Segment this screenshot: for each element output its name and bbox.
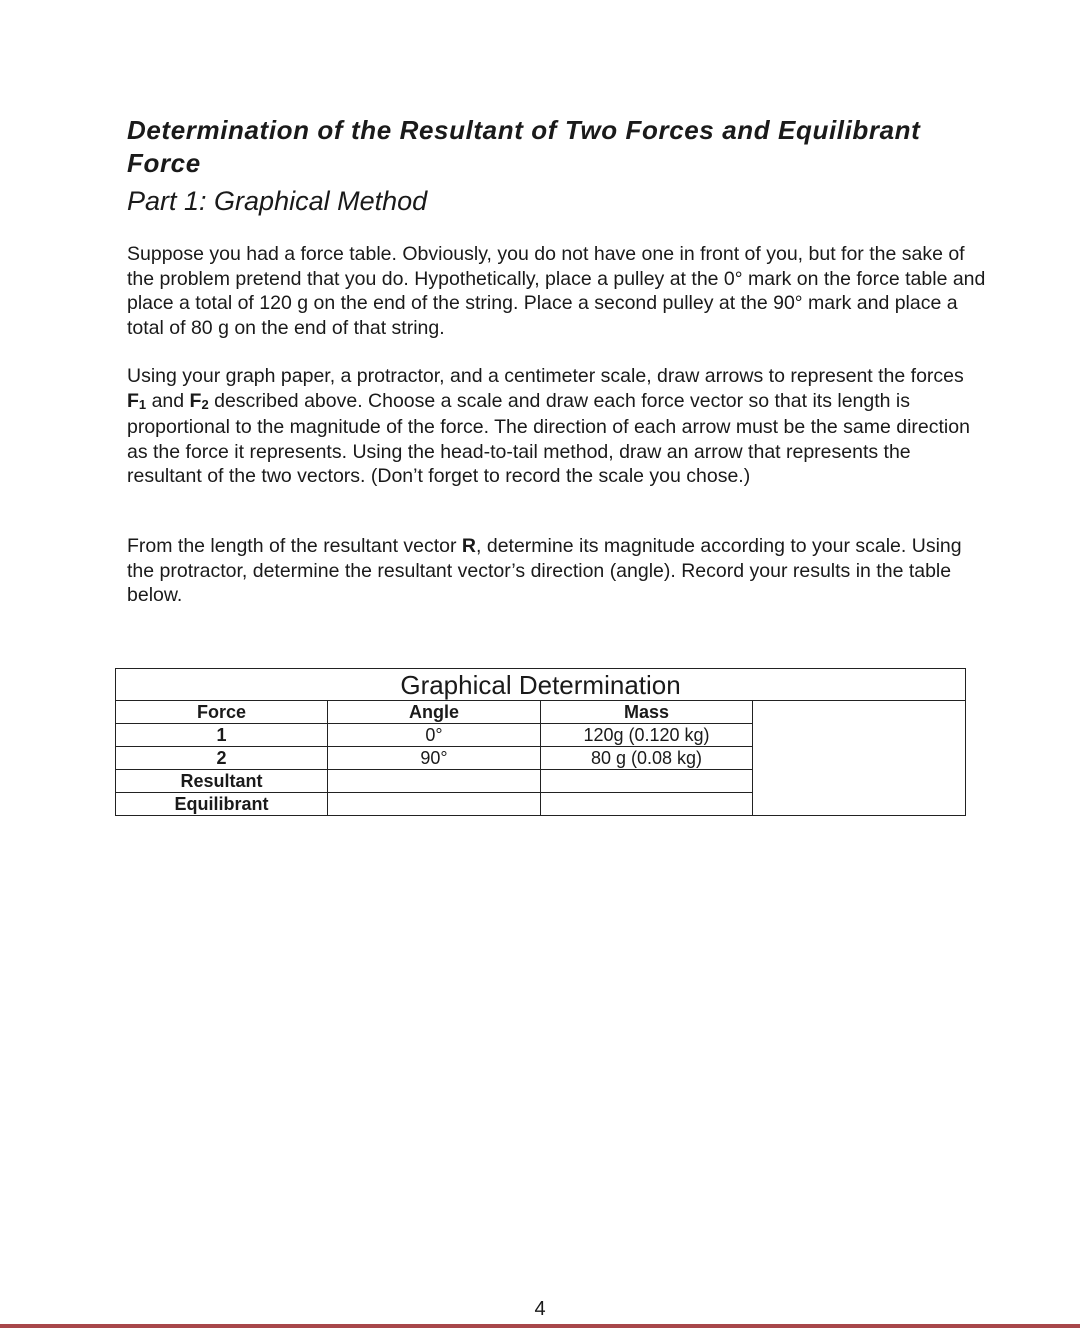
- paragraph-text: and: [146, 389, 190, 412]
- mass-cell[interactable]: [541, 793, 753, 816]
- vector-letter: F: [189, 389, 202, 412]
- paragraph-text: described above. Choose a scale and draw each force vector so that its length is proportional to the magnitude of the force. The direction of each arrow must be the same direction as the force it represents. Using the head-to-tail method, draw an arrow that represents the resultant of the two vectors. (Don’t forget to record the scale you chose.): [127, 389, 970, 487]
- table-caption-row: [116, 669, 966, 701]
- mass-cell[interactable]: 80 g (0.08 kg): [541, 747, 753, 770]
- paragraph-resultant: [127, 534, 987, 608]
- vector-r: R: [461, 535, 477, 557]
- mass-cell[interactable]: 120g (0.120 kg): [541, 724, 753, 747]
- force-cell: 2: [116, 747, 328, 770]
- mass-cell[interactable]: [541, 770, 753, 793]
- paragraph-setup: Suppose you had a force table. Obviously, you do not have one in front of you, but for the sake of the problem pretend that you do. Hypothetically, place a pulley at the 0° mark on the force table and place a total of 120 g on the end of the string. Place a second pulley at the 90° mark and place a total of 80 g on the end of that string.: [127, 243, 986, 339]
- vector-subscript: 2: [201, 396, 209, 412]
- graphical-determination-table: [115, 668, 966, 816]
- footer-rule: [0, 1324, 1080, 1328]
- vector-subscript: 1: [138, 396, 147, 412]
- vector-f2: [190, 390, 209, 412]
- force-cell: Resultant: [116, 770, 328, 793]
- header-mass: Mass: [541, 701, 753, 724]
- angle-cell[interactable]: [328, 793, 541, 816]
- paragraph-text: , determine its magnitude according to your scale. Using the protractor, determine the resultant vector’s direction (angle). Record your results in the table below.: [127, 535, 962, 606]
- section-heading: Part 1: Graphical Method: [127, 186, 428, 216]
- vector-f1: [127, 390, 146, 412]
- table-caption: Graphical Determination: [116, 669, 966, 701]
- page-number: 4: [534, 1298, 546, 1320]
- angle-cell[interactable]: [328, 770, 541, 793]
- angle-cell[interactable]: 90°: [328, 747, 541, 770]
- document-title: Determination of the Resultant of Two Forces and Equilibrant Force: [127, 115, 921, 178]
- header-force: Force: [116, 701, 328, 724]
- paragraph-instructions: [127, 364, 987, 489]
- header-angle: Angle: [328, 701, 541, 724]
- paragraph-text: Using your graph paper, a protractor, and a centimeter scale, draw arrows to represent the forces: [127, 365, 964, 387]
- empty-notes-cell[interactable]: [753, 701, 966, 816]
- angle-cell[interactable]: 0°: [328, 724, 541, 747]
- vector-letter: F: [127, 389, 139, 412]
- force-cell: Equilibrant: [116, 793, 328, 816]
- force-cell: 1: [116, 724, 328, 747]
- table-header-row: [116, 701, 966, 724]
- paragraph-text: From the length of the resultant vector: [127, 535, 462, 557]
